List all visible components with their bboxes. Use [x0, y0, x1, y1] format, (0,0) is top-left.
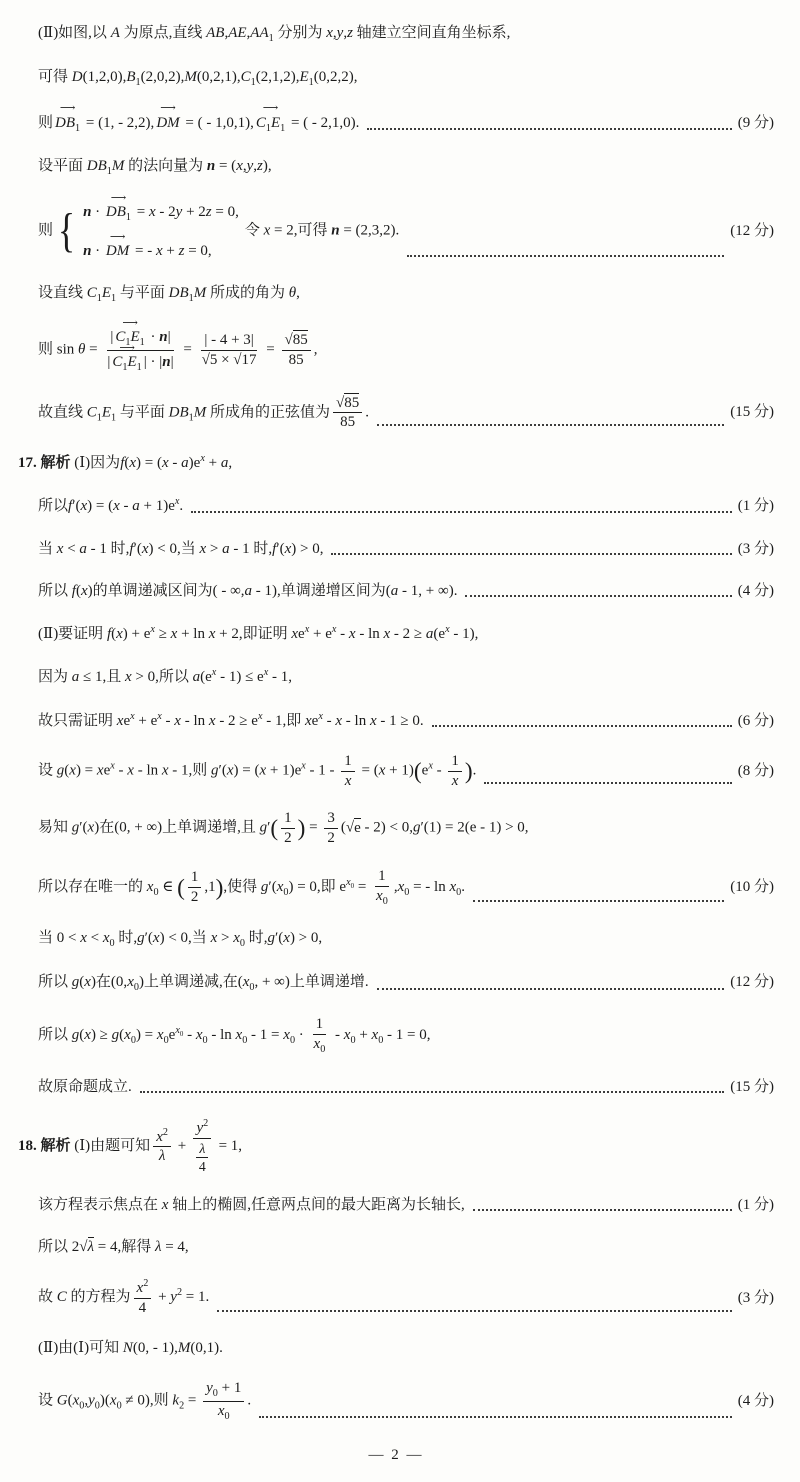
dot-leader	[140, 1091, 724, 1093]
solution-line	[18, 1112, 774, 1175]
solution-line	[18, 803, 774, 848]
line-text: (Ⅱ)要证明 $f(x) + e^x \ge x + \ln x + 2$,即证明 $xe^x + e^x - x - \ln x - 2 \ge a(e^x - 1)$,	[38, 624, 479, 643]
solution-line	[18, 1272, 774, 1318]
dot-leader	[331, 553, 731, 555]
line-text: 设 $g(x) = xe^x - x - \ln x - 1$,则 $g'(x) = (x + 1)e^x - 1$ - $\frac{1}{x}$ = $(x + 1)(e^x$ - $\frac{1}{x}$ ).	[38, 752, 477, 789]
line-text: 故直线 $C_1E_1$ 与平面 $DB_1M$ 所成角的正弦值为 $\frac{√85}{85}$ .	[38, 394, 369, 431]
solution-line	[18, 1331, 774, 1360]
score-label: (15 分)	[730, 404, 774, 421]
dot-leader	[259, 1416, 732, 1418]
solution-line	[18, 746, 774, 791]
dot-leader	[465, 595, 731, 597]
score-label: (8 分)	[737, 762, 774, 779]
solution-line	[18, 921, 774, 952]
solution-line	[18, 659, 774, 689]
score-label: (4 分)	[737, 582, 774, 599]
line-text: (Ⅱ)如图,以 A 为原点,直线 $AB,AE,AA_1$ 分别为 x,y,z 轴建立空间直角坐标系,	[38, 25, 511, 44]
solution-line	[18, 16, 774, 47]
solution-line	[18, 276, 774, 307]
solution-line	[18, 1188, 774, 1217]
dot-leader	[473, 900, 724, 902]
score-label: (4 分)	[737, 1392, 774, 1409]
line-text: 该方程表示焦点在 x 轴上的椭圆,任意两点间的最大距离为长轴长,	[38, 1196, 465, 1213]
dot-leader	[407, 255, 724, 257]
score-label: (15 分)	[730, 1078, 774, 1095]
dot-leader	[484, 782, 731, 784]
line-text: 所以存在唯一的 $x_0$ ∈ ( $\frac{1}{2}$ ,1),使得 $g'(x_0) = 0$,即 $e^{x_0}$ = $\frac{1}{x_0}$ $,x_0$ = - $\ln x_0$.	[38, 867, 465, 907]
solution-content	[18, 16, 774, 1437]
line-text: (Ⅱ)由(Ⅰ)可知 N(0, - 1),M(0,1).	[38, 1339, 223, 1356]
dot-leader	[367, 128, 731, 130]
score-label: (9 分)	[737, 114, 774, 131]
line-text: 则 $DB_1$ ⟶ = (1, - 2,2), DM ⟶ = ( - 1,0,1), $C_1E_1$ ⟶ = ( - 2,1,0).	[38, 110, 359, 137]
solution-line	[18, 703, 774, 733]
score-label: (12 分)	[730, 974, 774, 991]
line-text: 所以$f'(x) = (x - a + 1)e^x$.	[38, 496, 184, 515]
solution-line	[18, 574, 774, 603]
solution-line	[18, 445, 774, 475]
score-label: (6 分)	[737, 712, 774, 729]
line-text: 所以 2√λ = 4,解得 λ = 4,	[38, 1239, 189, 1256]
line-text: 设平面 $DB_1M$ 的法向量为 n = (x,y,z),	[38, 158, 272, 178]
score-label: (3 分)	[737, 1289, 774, 1306]
solution-line	[18, 149, 774, 180]
line-text: 则 sin θ = $\frac{| C_1E_1 ⟶ \cdot n|}{| C_1E_1 ⟶ | \cdot |n|}$ = $\frac{| - 4 + 3|}{√5 \times √17}$ = $\frac{√85}{85}$ ,	[38, 326, 317, 375]
line-text: 则 { $n \cdot DB_1$ ⟶ = x - 2y + 2z = 0, n · DM ⟶ = - x + z = 0, 令 x = 2,可得 n = (2,3,2).	[38, 199, 399, 263]
solution-line	[18, 104, 774, 137]
solution-line	[18, 320, 774, 375]
line-text: 当 x < a - 1 时,f′(x) < 0,当 x > a - 1 时,f′(x) > 0,	[38, 540, 324, 557]
solution-line	[18, 861, 774, 909]
score-label: (1 分)	[737, 1196, 774, 1213]
line-text: 当 $0 < x < x_0$ 时,g′(x) < 0,当 $x > x_0$ 时,g′(x) > 0,	[38, 930, 323, 950]
solution-line	[18, 1230, 774, 1259]
score-label: (1 分)	[737, 498, 774, 515]
solution-line	[18, 532, 774, 561]
line-text: 因为 a ≤ 1,且 x > 0,所以 $a(e^x - 1) \le e^x - 1$,	[38, 667, 292, 686]
solution-line	[18, 1009, 774, 1057]
solution-line	[18, 488, 774, 518]
solution-line	[18, 193, 774, 263]
dot-leader	[191, 511, 732, 513]
solution-line	[18, 965, 774, 996]
solution-line	[18, 60, 774, 91]
page-number: — 2 —	[368, 1446, 424, 1463]
dot-leader	[377, 988, 725, 990]
line-text: 18. 解析 (Ⅰ)由题可知 $\frac{x^2}{\lambda}$ + $\frac{y^2}{\frac{\lambda}{4}}$ = 1,	[18, 1117, 243, 1174]
dot-leader	[217, 1310, 731, 1312]
solution-line	[18, 616, 774, 646]
solution-line	[18, 388, 774, 433]
score-label: (3 分)	[737, 540, 774, 557]
score-label: (12 分)	[730, 222, 774, 239]
line-text: 故只需证明 $xe^x + e^x - x - \ln x - 2 \ge e^x - 1$,即 $xe^x - x - \ln x - 1 \ge 0$.	[38, 710, 424, 729]
dot-leader	[473, 1209, 732, 1211]
line-text: 所以 f(x)的单调递减区间为( - ∞,a - 1),单调递增区间为(a - 1, + ∞).	[38, 582, 458, 599]
dot-leader	[377, 424, 724, 426]
line-text: 故 C 的方程为 $\frac{x^2}{4}$ + $y^2 = 1$.	[38, 1278, 210, 1317]
solution-line	[18, 1070, 774, 1099]
line-text: 17. 解析 (Ⅰ)因为$f(x) = (x - a)e^x + a$,	[18, 453, 233, 472]
line-text: 所以 $g(x) \ge g(x_0) = x_0e^{x_0} - x_0 - \ln x_0 - 1 = x_0$ · $\frac{1}{x_0}$ - $x_0 + x_0 - 1 = 0$,	[38, 1016, 431, 1055]
line-text: 易知 g′(x)在(0, + ∞)上单调递增,且 g′( $\frac{1}{2}$ ) = $\frac{3}{2}$ (√e - 2) < 0,g′(1) = 2(e - 1) > 0,	[38, 810, 529, 847]
score-label: (10 分)	[730, 879, 774, 896]
line-text: 设 $G(x_0,y_0)(x_0 \ne 0)$,则 $k_2$ = $\frac{y_0 + 1}{x_0}$ .	[38, 1380, 252, 1422]
solution-line	[18, 1373, 774, 1424]
line-text: 所以 g(x)在$(0,x_0)$上单调递减,在($x_0$, + ∞)上单调递增.	[38, 974, 369, 994]
line-text: 可得 $D(1,2,0),B_1(2,0,2),M(0,2,1),C_1(2,1,2),E_1(0,2,2)$,	[38, 68, 358, 88]
page-footer	[18, 1437, 774, 1474]
dot-leader	[432, 725, 732, 727]
line-text: 设直线 $C_1E_1$ 与平面 $DB_1M$ 所成的角为 θ,	[38, 285, 300, 305]
line-text: 故原命题成立.	[38, 1078, 132, 1095]
